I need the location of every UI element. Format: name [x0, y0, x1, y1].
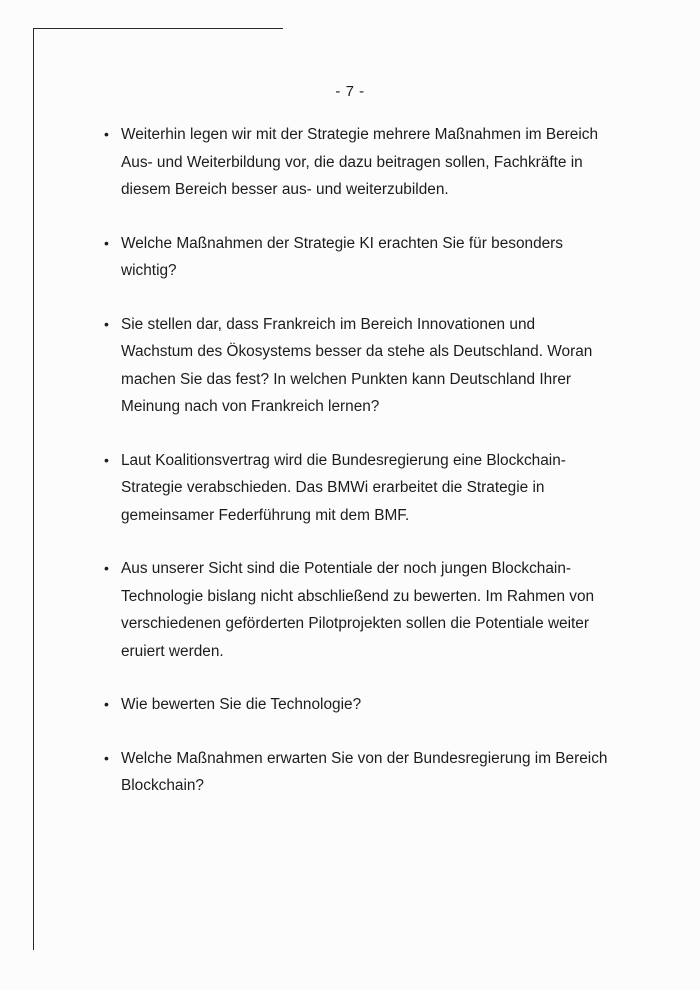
- top-border-line: [33, 28, 283, 29]
- bullet-item-6: [104, 691, 609, 719]
- bullet-dot-icon: •: [104, 315, 109, 332]
- bullet-list: [104, 121, 609, 800]
- bullet-dot-icon: •: [104, 560, 109, 576]
- bullet-item-1: [104, 121, 609, 204]
- bullet-dot-icon: •: [104, 126, 109, 142]
- bullet-item-5: [104, 555, 609, 665]
- bullet-item-3: [104, 311, 609, 421]
- bullet-dot-icon: •: [104, 234, 109, 251]
- bullet-item-7: [104, 745, 609, 800]
- bullet-text: Weiterhin legen wir mit der Strategie mehrere Maßnahmen im Bereich Aus- und Weiterbildung vor, die dazu beitragen sollen, Fachkräfte in diesem Bereich besser aus- und weiterzubilden.: [121, 126, 599, 198]
- bullet-text: Welche Maßnahmen erwarten Sie von der Bundesregierung im Bereich Blockchain?: [121, 749, 608, 794]
- left-border-line: [33, 28, 34, 950]
- bullet-dot-icon: •: [104, 749, 109, 766]
- bullet-item-2: [104, 230, 609, 285]
- bullet-text: Sie stellen dar, dass Frankreich im Bereich Innovationen und Wachstum des Ökosystems besser da stehe als Deutschland. Woran machen Sie das fest? In welchen Punkten kann Deutschland Ihrer Meinung nach von Frankreich lernen?: [121, 315, 593, 415]
- bullet-text: Wie bewerten Sie die Technologie?: [121, 696, 362, 713]
- page-number: - 7 -: [335, 83, 365, 100]
- bullet-dot-icon: •: [104, 451, 109, 468]
- bullet-item-4: [104, 447, 609, 530]
- bullet-text: Welche Maßnahmen der Strategie KI erachten Sie für besonders wichtig?: [121, 234, 564, 279]
- bullet-dot-icon: •: [104, 696, 109, 712]
- bullet-text: Laut Koalitionsvertrag wird die Bundesregierung eine Blockchain-Strategie verabschieden. Das BMWi erarbeitet die Strategie in gemeinsamer Federführung mit dem BMF.: [121, 451, 566, 524]
- bullet-text: Aus unserer Sicht sind die Potentiale der noch jungen Blockchain-Technologie bislang nicht abschließend zu bewerten. Im Rahmen von verschiedenen geförderten Pilotprojekten sollen die Potentiale weiter eruiert werden.: [121, 560, 595, 660]
